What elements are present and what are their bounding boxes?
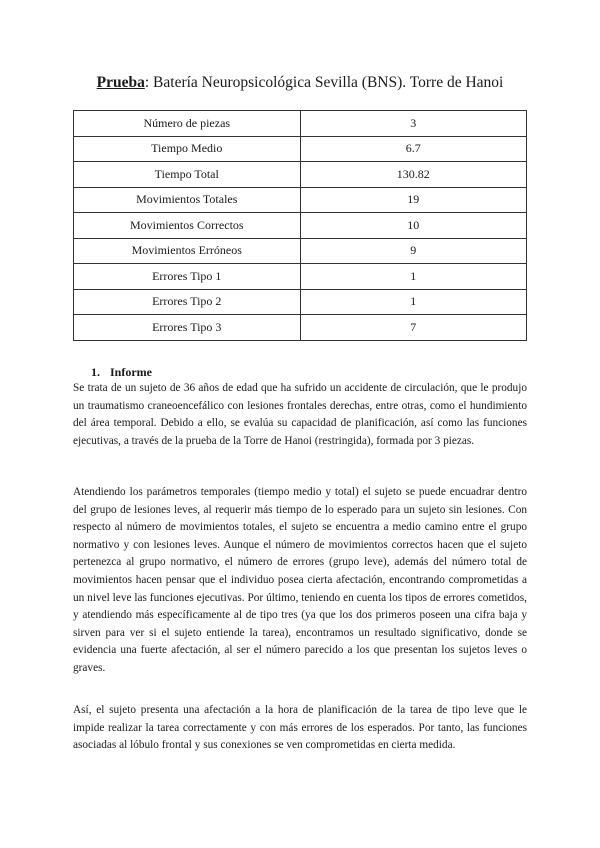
row-value: 1	[300, 289, 526, 315]
table-row	[74, 111, 527, 137]
page-title	[0, 73, 600, 93]
row-value: 130.82	[300, 162, 526, 188]
title-lead: Prueba	[96, 74, 145, 91]
table-row	[74, 238, 527, 264]
row-value: 10	[300, 213, 526, 239]
row-value: 6.7	[300, 136, 526, 162]
paragraph: Así, el sujeto presenta una afectación a la hora de planificación de la tarea de tipo leve que le impide realizar la tarea correctamente y con más errores de los esperados. Por tanto, las funciones asociadas al lóbulo frontal y sus conexiones se ven comprometidas en cierta medida.	[73, 704, 527, 752]
paragraph: Se trata de un sujeto de 36 años de edad que ha sufrido un accidente de circulación, que le produjo un traumatismo craneoencefálico con lesiones frontales derechas, entre otras, como el hundimiento del área temporal. Debido a ello, se evalúa su capacidad de planificación, así como las funciones ejecutivas, a través de la prueba de la Torre de Hanoi (restringida), formada por 3 piezas.	[73, 382, 527, 447]
section-number: 1.	[91, 365, 100, 379]
row-label: Número de piezas	[74, 111, 301, 137]
row-value: 7	[300, 315, 526, 341]
title-text: : Batería Neuropsicológica Sevilla (BNS). Torre de Hanoi	[144, 74, 504, 91]
row-label: Errores Tipo 3	[74, 315, 301, 341]
row-value: 3	[300, 111, 526, 137]
section-heading	[91, 364, 152, 380]
table-row	[74, 315, 527, 341]
results-table	[73, 110, 527, 341]
row-value: 1	[300, 264, 526, 290]
paragraph: Atendiendo los parámetros temporales (tiempo medio y total) el sujeto se puede encuadrar dentro del grupo de lesiones leves, al requerir más tiempo de lo esperado para un sujeto sin lesiones. Con respecto al número de movimientos totales, el sujeto se encuentra a medio camino entre el grupo normativo y con lesiones leves. Aunque el número de movimientos correctos hacen que el sujeto pertenezca al grupo normativo, el número de errores (grupo leve), además del número total de movimientos hacen pensar que el individuo posea cierta afectación, encontrando comprometidas a un nivel leve las funciones ejecutivas. Por último, teniendo en cuenta los tipos de errores cometidos, y atendiendo más específicamente al de tipo tres (ya que los dos primeros poseen una cifra baja y sirven para ver si el sujeto entiende la tarea), encontramos un resultado significativo, donde se evidencia una fuerte afectación, al ser el número parecido a los que presentan los sujetos leves o graves.	[73, 486, 527, 674]
table-row	[74, 162, 527, 188]
row-label: Tiempo Medio	[74, 136, 301, 162]
table-row	[74, 213, 527, 239]
table-row	[74, 187, 527, 213]
row-label: Tiempo Total	[74, 162, 301, 188]
table-row	[74, 136, 527, 162]
row-label: Movimientos Totales	[74, 187, 301, 213]
row-value: 9	[300, 238, 526, 264]
row-label: Movimientos Correctos	[74, 213, 301, 239]
table-row	[74, 264, 527, 290]
section-title: Informe	[110, 365, 152, 379]
row-label: Errores Tipo 2	[74, 289, 301, 315]
row-label: Movimientos Erróneos	[74, 238, 301, 264]
row-value: 19	[300, 187, 526, 213]
row-label: Errores Tipo 1	[74, 264, 301, 290]
table-row	[74, 289, 527, 315]
